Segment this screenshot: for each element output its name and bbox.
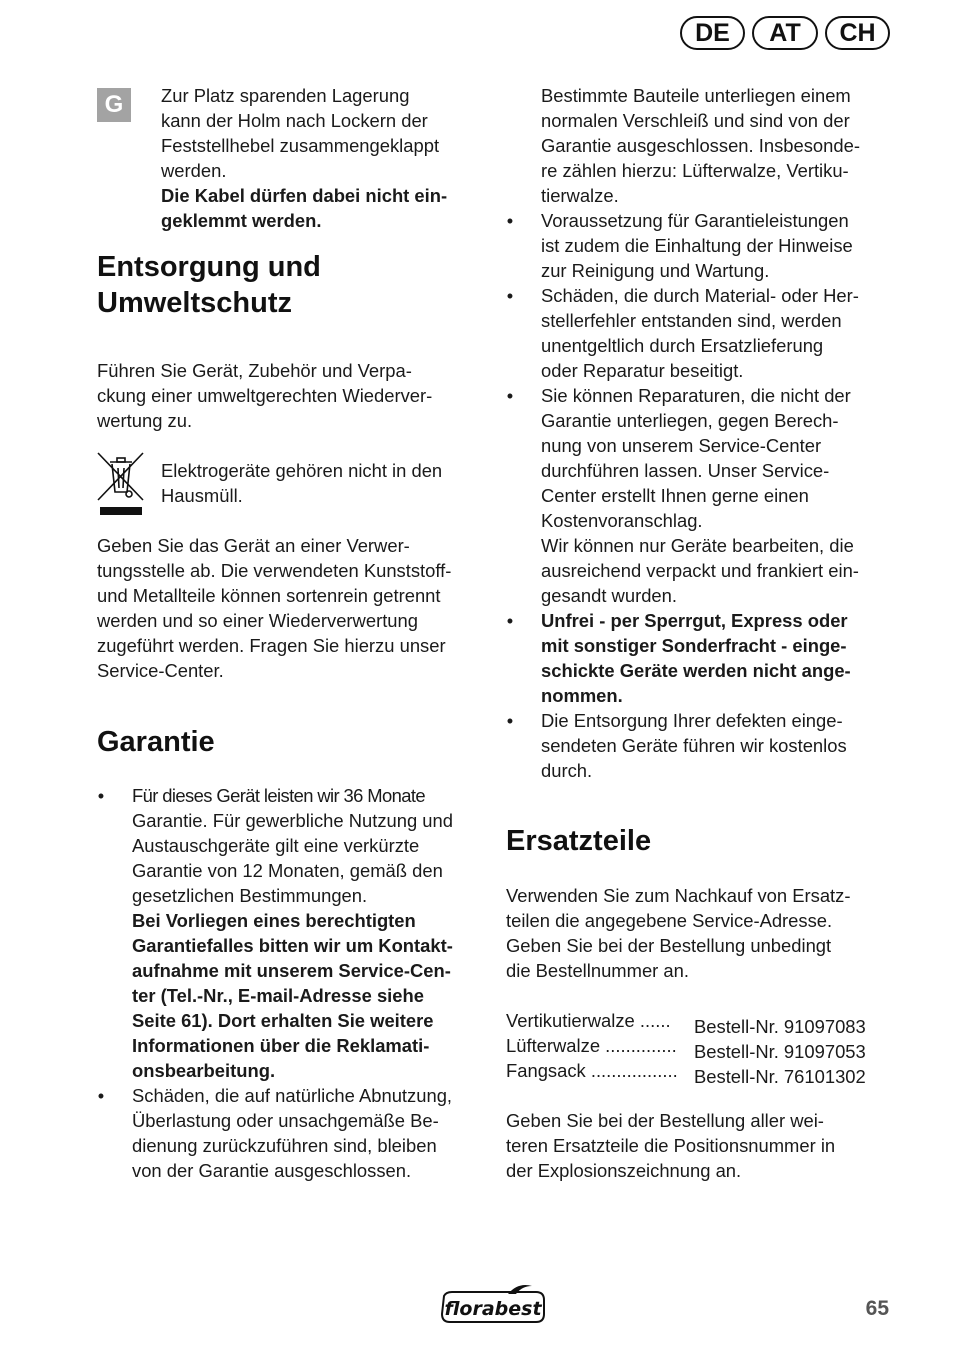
text-line: Feststellhebel zusammengeklappt: [161, 135, 440, 156]
text-line: werden.: [161, 160, 227, 181]
text-line: und Metallteile können sortenrein getrennt: [97, 585, 441, 606]
text-line: Geben Sie bei der Bestellung aller wei-: [506, 1110, 824, 1131]
text-line: Elektrogeräte gehören nicht in den: [161, 460, 443, 481]
crossed-bin-icon: [96, 450, 146, 518]
part-order-number: Bestell-Nr. 76101302: [694, 1066, 866, 1087]
warranty-title: Garantie: [97, 726, 215, 758]
text-line: geklemmt werden.: [161, 210, 322, 231]
text-line: Für dieses Gerät leisten wir 36 Monate: [132, 785, 426, 806]
text-line: ist zudem die Einhaltung der Hinweise: [541, 235, 853, 256]
text-line: Seite 61). Dort erhalten Sie weitere: [132, 1010, 434, 1031]
lang-tab-at: AT: [752, 16, 818, 50]
text-line: durch.: [541, 760, 593, 781]
text-line: Zur Platz sparenden Lagerung: [161, 85, 410, 106]
text-line: Garantie unterliegen, gegen Berech-: [541, 410, 839, 431]
text-line: unentgeltlich durch Ersatzlieferung: [541, 335, 824, 356]
text-line: oder Reparatur beseitigt.: [541, 360, 744, 381]
part-name: Vertikutierwalze ......: [506, 1010, 671, 1031]
text-line: Unfrei - per Sperrgut, Express oder: [541, 610, 848, 631]
text-line: Bei Vorliegen eines berechtigten: [132, 910, 416, 931]
text-line: Wir können nur Geräte bearbeiten, die: [541, 535, 854, 556]
disposal-title-line-1: Entsorgung und: [97, 251, 321, 283]
text-line: Geben Sie bei der Bestellung unbedingt: [506, 935, 832, 956]
text-line: schickte Geräte werden nicht ange-: [541, 660, 851, 681]
text-line: kann der Holm nach Lockern der: [161, 110, 428, 131]
parts-row: [506, 1058, 866, 1089]
text-line: Die Entsorgung Ihrer defekten einge-: [541, 710, 843, 731]
bullet-marker: •: [97, 1085, 105, 1106]
text-line: gesetzlichen Bestimmungen.: [132, 885, 368, 906]
bullet-marker: •: [506, 210, 514, 231]
text-line: dienung zurückzuführen sind, bleiben: [132, 1135, 437, 1156]
bullet-marker: •: [97, 785, 105, 806]
text-line: zugeführt werden. Fragen Sie hierzu unser: [97, 635, 446, 656]
text-line: ckung einer umweltgerechten Wiederver-: [97, 385, 433, 406]
text-line: gesandt wurden.: [541, 585, 677, 606]
lang-tab-de: DE: [680, 16, 745, 50]
text-line: Garantie. Für gewerbliche Nutzung und: [132, 810, 453, 831]
text-line: der Explosionszeichnung an.: [506, 1160, 742, 1181]
figure-g-badge: G: [97, 88, 131, 122]
text-line: die Bestellnummer an.: [506, 960, 689, 981]
text-line: tungsstelle ab. Die verwendeten Kunststoff-: [97, 560, 452, 581]
disposal-title-line-2: Umweltschutz: [97, 287, 292, 319]
text-line: teren Ersatzteile die Positionsnummer in: [506, 1135, 836, 1156]
text-line: Center erstellt Ihnen gerne einen: [541, 485, 809, 506]
text-line: Die Kabel dürfen dabei nicht ein-: [161, 185, 448, 206]
bullet-marker: •: [506, 285, 514, 306]
bullet-marker: •: [506, 385, 514, 406]
text-line: Voraussetzung für Garantieleistungen: [541, 210, 849, 231]
text-line: Führen Sie Gerät, Zubehör und Verpa-: [97, 360, 412, 381]
text-line: Schäden, die auf natürliche Abnutzung,: [132, 1085, 453, 1106]
text-line: durchführen lassen. Unser Service-: [541, 460, 830, 481]
text-line: Überlastung oder unsachgemäße Be-: [132, 1110, 439, 1131]
text-line: Geben Sie das Gerät an einer Verwer-: [97, 535, 410, 556]
page-number: 65: [865, 1297, 889, 1320]
part-order-number: Bestell-Nr. 91097053: [694, 1041, 866, 1062]
text-line: Hausmüll.: [161, 485, 243, 506]
text-line: Garantie von 12 Monaten, gemäß den: [132, 860, 443, 881]
text-line: Bestimmte Bauteile unterliegen einem: [541, 85, 851, 106]
bullet-marker: •: [506, 610, 514, 631]
text-line: nommen.: [541, 685, 623, 706]
text-line: Kostenvoranschlag.: [541, 510, 703, 531]
part-name: Fangsack .................: [506, 1060, 678, 1081]
text-line: Verwenden Sie zum Nachkauf von Ersatz-: [506, 885, 851, 906]
bullet-marker: •: [506, 710, 514, 731]
text-line: Informationen über die Reklamati-: [132, 1035, 430, 1056]
text-line: aufnahme mit unserem Service-Cen-: [132, 960, 451, 981]
text-line: Garantie ausgeschlossen. Insbesonde-: [541, 135, 860, 156]
text-line: tierwalze.: [541, 185, 619, 206]
brand-name: florabest: [444, 1298, 542, 1320]
part-order-number: Bestell-Nr. 91097083: [694, 1016, 866, 1037]
lang-tab-ch: CH: [825, 16, 890, 50]
text-line: nung von unserem Service-Center: [541, 435, 822, 456]
text-line: Sie können Reparaturen, die nicht der: [541, 385, 851, 406]
text-line: ter (Tel.-Nr., E-mail-Adresse siehe: [132, 985, 424, 1006]
text-line: teilen die angegebene Service-Adresse.: [506, 910, 833, 931]
text-line: mit sonstiger Sonderfracht - einge-: [541, 635, 847, 656]
text-line: sendeten Geräte führen wir kostenlos: [541, 735, 847, 756]
text-line: Service-Center.: [97, 660, 224, 681]
text-line: onsbearbeitung.: [132, 1060, 276, 1081]
text-line: re zählen hierzu: Lüfterwalze, Vertiku-: [541, 160, 849, 181]
brand-logo: [438, 1282, 550, 1326]
text-line: Schäden, die durch Material- oder Her-: [541, 285, 859, 306]
text-line: werden und so einer Wiederverwertung: [97, 610, 418, 631]
text-line: von der Garantie ausgeschlossen.: [132, 1160, 412, 1181]
text-line: Garantiefalles bitten wir um Kontakt-: [132, 935, 453, 956]
text-line: wertung zu.: [97, 410, 193, 431]
text-line: stellerfehler entstanden sind, werden: [541, 310, 842, 331]
text-line: normalen Verschleiß und sind von der: [541, 110, 850, 131]
text-line: zur Reinigung und Wartung.: [541, 260, 770, 281]
parts-title: Ersatzteile: [506, 825, 652, 857]
part-name: Lüfterwalze ..............: [506, 1035, 677, 1056]
text-line: Austauschgeräte gilt eine verkürzte: [132, 835, 420, 856]
text-line: ausreichend verpackt und frankiert ein-: [541, 560, 859, 581]
